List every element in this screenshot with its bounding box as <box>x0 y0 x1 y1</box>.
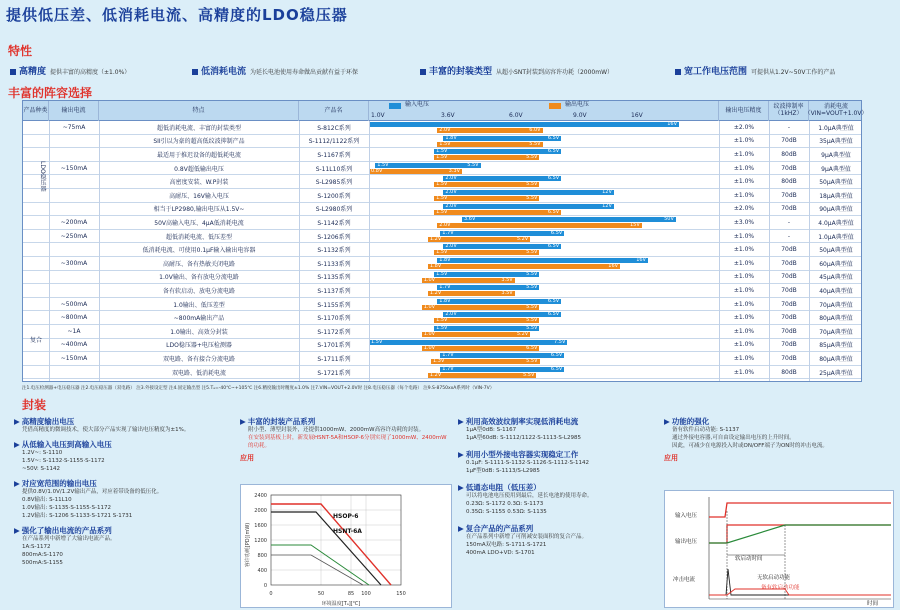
table-row <box>23 298 861 312</box>
table-header <box>23 101 868 121</box>
product-cell: S-1132系列 <box>317 247 351 255</box>
header-ripple: 纹波抑制率（1kHZ） <box>769 101 809 121</box>
header-type: 产品种类 <box>23 101 49 121</box>
column-divider <box>719 121 720 381</box>
output-voltage-bar: 1.2V 3.5V <box>429 290 513 297</box>
feature-cell: 1.0V输出、备有放电分流电路 <box>159 274 239 282</box>
package-col-3 <box>458 416 658 558</box>
col1-h2: ▶ 从低输入电压到高输入电压 <box>14 439 112 449</box>
iq-cell: 18μA典型值 <box>819 192 853 200</box>
accuracy-cell: ±1.0% <box>733 246 755 254</box>
input-voltage-bar: 1.5V 5.5V <box>436 325 538 331</box>
product-cell: S-1142系列 <box>317 219 351 227</box>
output-voltage-bar: 0.8V 3.3V <box>371 167 460 174</box>
current-cell <box>49 148 99 161</box>
table-row <box>23 243 861 257</box>
output-voltage-bar: 1.5V 5.5V <box>436 249 538 256</box>
output-voltage-bar: 2.0V 6.0V <box>439 127 541 133</box>
xtick: 100 <box>361 591 371 597</box>
iq-cell: 25μA典型值 <box>819 369 853 377</box>
iq-cell: 70μA典型值 <box>819 328 853 336</box>
table-row <box>23 148 861 162</box>
tick: 6.0V <box>509 112 523 119</box>
accuracy-cell: ±3.0% <box>733 218 755 226</box>
input-voltage-bar: 16V <box>369 122 679 127</box>
input-voltage-bar: 3.6V 50V <box>464 216 674 223</box>
xtick: 150 <box>396 591 406 597</box>
feature-low-current: 低消耗电流 为延长电池使用寿命做出贡献有益于环保 <box>192 64 358 77</box>
group-combo: 复合 <box>29 337 42 344</box>
header-feature: 特点 <box>99 101 299 121</box>
col4-app: 应用 <box>664 453 678 462</box>
legend-input: 输入电压 <box>405 101 430 108</box>
ripple-cell: 80dB <box>781 368 797 376</box>
table-row <box>23 230 861 244</box>
product-cell: S-1167系列 <box>317 151 351 159</box>
ripple-cell: 80dB <box>781 178 797 186</box>
curve2-label: HSNT-6A <box>333 528 362 535</box>
current-cell: ~250mA <box>60 232 88 240</box>
input-voltage-bar: 1.7V 5.5V <box>439 284 538 291</box>
col3-t4: 在产品系列中新增了可削减安装面积的复合产品。 150mA双电路: S-1711·S-1721 400mA LDO+VD: S-1701 <box>466 533 588 556</box>
col3-t1: 1μA型0dB: S-1167 1μA型60dB: S-1112/1122·S-1113·S-L2985 <box>466 427 581 441</box>
tick: 9.0V <box>573 112 587 119</box>
tick: 16V <box>631 112 643 119</box>
iq-cell: 9μA典型值 <box>821 165 851 173</box>
col1-t3: 提供0.8V/1.0V/1.2V输出产品，对应着带设备的低压化。 0.8V输出: S-11L10 1.0V输出: S-1135·S-1155·S-1172 1.2V输出: S-1206 S-1133·S-1721 S-1731 <box>22 488 163 519</box>
col4-h1: ▶ 功能的强化 <box>664 417 710 426</box>
input-voltage-bar: 1.8V 16V <box>439 257 646 263</box>
col3-h4: ▶ 复合产品的产品系列 <box>458 523 534 533</box>
input-voltage-bar: 2.0V 12V <box>445 202 612 209</box>
accuracy-cell: ±1.0% <box>733 354 755 362</box>
ripple-cell: 70dB <box>781 300 797 308</box>
iq-cell: 9μA典型值 <box>821 151 851 159</box>
table-row <box>23 135 861 149</box>
input-voltage-bar: 2.0V 6.5V <box>445 311 560 318</box>
ripple-cell: - <box>787 123 791 131</box>
accuracy-cell: ±1.0% <box>733 368 755 376</box>
xtick: 85 <box>347 591 355 597</box>
output-voltage-bar: 2.0V 15V <box>439 222 640 229</box>
lineup-heading: 丰富的阵容选择 <box>8 86 93 100</box>
table-row <box>23 352 861 366</box>
current-cell: ~800mA <box>60 314 88 322</box>
accuracy-cell: ±2.0% <box>733 123 755 131</box>
current-cell: ~75mA <box>62 123 86 131</box>
product-cell: S-1155系列 <box>317 301 351 309</box>
group-ldo: LDO稳压器 <box>39 161 46 192</box>
accuracy-cell: ±1.0% <box>733 137 755 145</box>
power-chart <box>240 484 452 608</box>
tick: 1.0V <box>371 112 385 119</box>
ripple-cell: 70dB <box>781 191 797 199</box>
feature-cell: 相当于LP2980,输出电压从1.5V~ <box>153 206 245 214</box>
table-footnote: 注1.电压检测器+电压稳压器 注2.电压稳压器（双电路） 注3.外接设定型 注4.固定输出型 注5.Tₐ=-40℃~+105℃ 注6.精度输出时精度±1.0% 注7.VIN=VOUT+2.0V时 注8.电压稳压器（每个电路） 注9.S-8750xxA系列时（VIN-7V） <box>22 386 495 391</box>
ytick: 2400 <box>254 493 267 499</box>
iq-cell: 50μA典型值 <box>819 179 853 187</box>
iq-cell: 90μA典型值 <box>819 206 853 214</box>
current-cell <box>49 271 99 284</box>
iq-cell: 45μA典型值 <box>819 274 853 282</box>
feature-cell: 低消耗电流、可使用0.1μF输入输出电容器 <box>142 247 256 255</box>
iq-cell: 85μA典型值 <box>819 342 853 350</box>
accuracy-cell: ±1.0% <box>733 327 755 335</box>
product-cell: S-L2980系列 <box>315 206 353 214</box>
output-voltage-bar: 1.0V 3.5V <box>423 276 513 283</box>
product-cell: S-1112/1122系列 <box>308 138 360 146</box>
col3-h1: ▶ 利用高效波纹制率实现低消耗电流 <box>458 417 579 426</box>
col3-t3: 可以将电池电压使用到最后，延长电池的使用寿命。 0.23Ω: S-1172 0.3Ω: S-1173 0.35Ω: S-1155 0.53Ω: S-1135 <box>466 492 593 515</box>
col1-t4: 在产品系列中新增了大输出电流产品。 1A:S-1172 800mA:S-1170 500mA:S-1155 <box>22 535 116 566</box>
package-col-1 <box>14 416 242 568</box>
feature-cell: 超低消耗电流、低压差型 <box>165 233 232 241</box>
feature-cell: 1.0输出、低压差型 <box>173 301 225 309</box>
x-axis-label: 环境温度[Tₐ][℃] <box>321 601 361 607</box>
iq-cell: 80μA典型值 <box>819 355 853 363</box>
current-cell: ~400mA <box>60 341 88 349</box>
current-cell: ~150mA <box>60 164 88 172</box>
feature-cell: 最适用于推迟设备的超低耗电流 <box>156 151 241 159</box>
col1-h4: ▶ 强化了输出电流的产品系列 <box>14 525 112 535</box>
product-cell: S-1133系列 <box>317 260 351 268</box>
input-voltage-bar: 1.7V 6.5V <box>442 365 563 372</box>
input-voltage-bar: 1.8V 6.5V <box>439 297 560 304</box>
product-cell: S-1172系列 <box>317 328 351 336</box>
col1-h1: ▶ 高精度输出电压 <box>14 417 75 426</box>
ytick: 0 <box>263 583 267 589</box>
col2-h1: ▶ 丰富的封装产品系列 <box>240 417 316 426</box>
output-voltage-bar: 1.5V 5.5V <box>439 140 541 147</box>
lineup-table <box>22 100 868 382</box>
col3-h2: ▶ 利用小型外接电容器实现稳定工作 <box>458 449 579 459</box>
output-voltage-bar: 1.0V 5.2V <box>423 331 529 337</box>
ripple-cell: - <box>787 218 791 226</box>
accuracy-cell: ±1.0% <box>733 178 755 186</box>
input-voltage-bar: 1.5V 7.5V <box>371 338 566 345</box>
product-cell: S-L2985系列 <box>315 179 353 187</box>
output-voltage-bar: 1.8V 16V <box>429 263 619 269</box>
xtick: 0 <box>269 591 273 597</box>
label-no-soft: 无软启动功能 <box>757 575 791 581</box>
accuracy-cell: ±1.0% <box>733 286 755 294</box>
ytick: 800 <box>257 553 267 559</box>
curve-hsnt <box>271 512 381 585</box>
accuracy-cell: ±1.0% <box>733 150 755 158</box>
label-softstart: 软启动时间 <box>735 556 763 562</box>
iq-cell: 40μA典型值 <box>819 287 853 295</box>
ripple-cell: 70dB <box>781 314 797 322</box>
column-divider <box>99 121 100 381</box>
tick: 3.6V <box>441 112 455 119</box>
feature-cell: 50V高输入电压、4μA低消耗电流 <box>154 219 244 227</box>
table-row <box>23 311 861 325</box>
feature-cell: LDO稳压器+电压检测器 <box>166 342 232 350</box>
feature-cell: 双电路、低消耗电流 <box>171 369 226 377</box>
current-cell: ~300mA <box>60 259 88 267</box>
table-row <box>23 162 861 176</box>
current-cell: ~1A <box>67 327 81 335</box>
accuracy-cell: ±1.0% <box>733 259 755 267</box>
input-voltage-bar: 1.7V 6.5V <box>442 229 563 236</box>
table-row <box>23 257 861 271</box>
ytick: 2000 <box>254 508 267 514</box>
curve1-label: HSOP-6 <box>333 513 359 520</box>
table-row <box>23 216 861 230</box>
curve-output-soft <box>709 525 891 543</box>
current-cell: ~500mA <box>60 300 88 308</box>
accuracy-cell: ±1.0% <box>733 300 755 308</box>
y-axis-label: 容许功耗[PD](mW) <box>245 522 251 568</box>
feature-cell: 1.0输出、高效分封装 <box>170 328 228 336</box>
label-current: 冲击电流 <box>673 577 696 583</box>
ripple-cell: 70dB <box>781 246 797 254</box>
product-cell: S-812C系列 <box>317 124 351 132</box>
output-voltage-bar: 1.5V 5.5V <box>436 181 538 188</box>
ripple-cell: 70dB <box>781 164 797 172</box>
curve-3 <box>271 545 369 585</box>
current-cell: ~200mA <box>60 218 88 226</box>
input-voltage-bar: 2.0V 6.5V <box>445 243 560 250</box>
product-cell: S-1711系列 <box>317 355 351 363</box>
header-product: 产品名 <box>299 101 369 121</box>
input-voltage-bar: 1.5V 5.5V <box>377 161 479 168</box>
ripple-cell: 70dB <box>781 286 797 294</box>
col2-t1-red: 在安装到基板上时，新发展HSNT-5A和HSOP-6分别实现了1000mW、2400mW的功耗。 <box>248 434 447 449</box>
package-col-2 <box>240 416 452 463</box>
product-cell: S-1206系列 <box>317 233 351 241</box>
package-col-4 <box>664 416 896 463</box>
accuracy-cell: ±1.0% <box>733 341 755 349</box>
header-accuracy: 输出电压精度 <box>719 101 769 121</box>
ytick: 1200 <box>254 538 267 544</box>
ripple-cell: 70dB <box>781 259 797 267</box>
feature-cell: SII引以为豪的超高低纹波抑制产品 <box>153 138 245 146</box>
table-row <box>23 339 861 353</box>
xtick: 50 <box>317 591 325 597</box>
accuracy-cell: ±1.0% <box>733 191 755 199</box>
col1-t1: 凭借高精度的微调技术，使大部分产品实现了输出电压精度为±1%。 <box>22 427 190 433</box>
feature-cell: 0.8V超低输出电压 <box>174 165 224 173</box>
product-cell: S-1721系列 <box>317 369 351 377</box>
iq-cell: 70μA典型值 <box>819 301 853 309</box>
current-cell <box>49 175 99 188</box>
iq-cell: 50μA典型值 <box>819 247 853 255</box>
iq-cell: 35μA典型值 <box>819 138 853 146</box>
header-current: 输出电流 <box>49 101 99 121</box>
label-time: 时间 <box>867 601 879 607</box>
output-voltage-bar: 1.2V 5.5V <box>429 371 535 378</box>
output-voltage-bar: 1.5V 5.5V <box>436 195 538 201</box>
table-row <box>23 271 861 285</box>
header-voltage <box>369 101 719 121</box>
feature-cell: ~800mA输出产品 <box>173 315 225 323</box>
col3-t2: 0.1μF: S-1111·S-1132·S-1126·S-1112·S-1142 1μF型0dB: S-1113/S-L2985 <box>466 459 589 474</box>
label-has-soft: 备有软启动功能 <box>761 585 800 591</box>
accuracy-cell: ±1.0% <box>733 164 755 172</box>
output-voltage-bar: 1.5V 5.5V <box>436 317 538 324</box>
product-cell: S-1701系列 <box>317 342 351 350</box>
current-cell <box>49 135 99 148</box>
output-voltage-bar: 1.0V 6.5V <box>423 344 538 351</box>
product-cell: S-11L10系列 <box>315 165 353 173</box>
column-divider <box>769 121 770 381</box>
iq-cell: 60μA典型值 <box>819 260 853 268</box>
product-cell: S-1135系列 <box>317 274 351 282</box>
input-voltage-bar: 1.5V 6.5V <box>436 148 560 155</box>
input-voltage-bar: 2.0V 12V <box>445 189 612 195</box>
current-cell: ~150mA <box>60 354 88 362</box>
feature-cell: 高密度安装、W.P封装 <box>169 179 229 187</box>
legend-output: 输出电压 <box>565 101 590 108</box>
input-voltage-bar: 2.0V 6.5V <box>445 175 560 182</box>
output-voltage-bar: 1.5V 6.5V <box>436 208 560 215</box>
col2-app: 应用 <box>240 453 254 462</box>
output-voltage-bar: 1.3V 5.5V <box>433 358 538 365</box>
column-divider <box>299 121 300 381</box>
current-cell <box>49 284 99 297</box>
iq-cell: 1.0μA典型值 <box>818 124 854 132</box>
accuracy-cell: ±1.0% <box>733 314 755 322</box>
header-iq: 消耗电流（VIN=VOUT+1.0V） <box>804 103 868 117</box>
column-divider <box>49 121 50 381</box>
iq-cell: 80μA典型值 <box>819 315 853 323</box>
col3-h3: ▶ 低通态电阻（低压差） <box>458 482 541 492</box>
table-row <box>23 121 861 135</box>
current-cell <box>49 189 99 202</box>
label-input: 输入电压 <box>675 513 698 519</box>
product-cell: S-1137系列 <box>317 287 351 295</box>
accuracy-cell: ±1.0% <box>733 273 755 281</box>
softstart-chart <box>664 490 894 608</box>
ripple-cell: 70dB <box>781 341 797 349</box>
table-row <box>23 175 861 189</box>
ytick: 1600 <box>254 523 267 529</box>
package-heading: 封装 <box>22 398 47 412</box>
output-voltage-bar: 1.2V 5.2V <box>429 235 529 242</box>
col1-t2: 1.2V~: S-1110 1.5V~: S-1132·S-1155·S-1172 ~50V: S-1142 <box>22 449 105 472</box>
page-title: 提供低压差、低消耗电流、高精度的LDO稳压器 <box>6 6 348 24</box>
iq-cell: 1.0μA典型值 <box>818 233 854 241</box>
iq-cell: 4.0μA典型值 <box>818 219 854 227</box>
accuracy-cell: ±2.0% <box>733 205 755 213</box>
col4-t1: 备有软件启动功能: S-1137 通过外接电容器,可自由设定输出电压的上升时间。 因此，可减少在电源投入时或ON/OFF端子为ON时的冲击电流。 <box>672 427 828 449</box>
feature-cell: 备有软启动、放电分流电路 <box>162 287 235 295</box>
feature-accuracy: 高精度 提供丰富的高精度（±1.0%） <box>10 64 130 77</box>
table-row <box>23 284 861 298</box>
features-heading: 特性 <box>8 44 33 58</box>
ripple-cell: 70dB <box>781 354 797 362</box>
feature-cell: 高耐压、16V输入电压 <box>169 192 229 200</box>
ripple-cell: 70dB <box>781 137 797 145</box>
table-row <box>23 325 861 339</box>
table-row <box>23 203 861 217</box>
output-voltage-bar: 1.0V 5.5V <box>423 303 538 310</box>
current-cell <box>49 203 99 216</box>
table-row <box>23 189 861 203</box>
input-voltage-bar: 1.8V 6.5V <box>445 134 560 141</box>
ripple-cell: 80dB <box>781 150 797 158</box>
ripple-cell: 70dB <box>781 205 797 213</box>
column-divider <box>369 121 370 381</box>
accuracy-cell: ±1.0% <box>733 232 755 240</box>
current-cell <box>49 366 99 379</box>
table-row <box>23 366 861 380</box>
col1-h3: ▶ 对应宽范围的输出电压 <box>14 478 97 488</box>
feature-cell: 高耐压、备有热敏关闭电路 <box>162 260 235 268</box>
ripple-cell: - <box>787 232 791 240</box>
input-voltage-bar: 1.5V 5.5V <box>436 270 538 277</box>
column-divider <box>809 121 810 381</box>
input-voltage-bar: 1.7V 6.5V <box>442 352 563 359</box>
feature-cell: 双电路、备有接合分流电路 <box>162 355 235 363</box>
output-voltage-bar: 1.5V 5.5V <box>436 154 538 161</box>
product-cell: S-1170系列 <box>317 315 351 323</box>
product-cell: S-1200系列 <box>317 192 351 200</box>
curve-current-soft <box>709 589 891 595</box>
curve-input <box>709 503 891 517</box>
ripple-cell: 70dB <box>781 327 797 335</box>
ripple-cell: 70dB <box>781 273 797 281</box>
col2-t1: 附小型、薄型封装外，还提供1000mW、2000mW高容许功耗的封装。 <box>248 427 425 433</box>
current-cell <box>49 243 99 256</box>
feature-voltage-range: 宽工作电压范围 可提供从1.2V~50V工作的产品 <box>675 64 835 77</box>
feature-packages: 丰富的封装类型 从超小SNT封装到高容许功耗（2000mW） <box>420 64 613 77</box>
curve-current-spike <box>709 569 891 595</box>
label-output: 输出电压 <box>675 539 698 545</box>
ytick: 400 <box>257 568 267 574</box>
feature-cell: 超低消耗电流、丰富的封装类型 <box>156 124 241 132</box>
